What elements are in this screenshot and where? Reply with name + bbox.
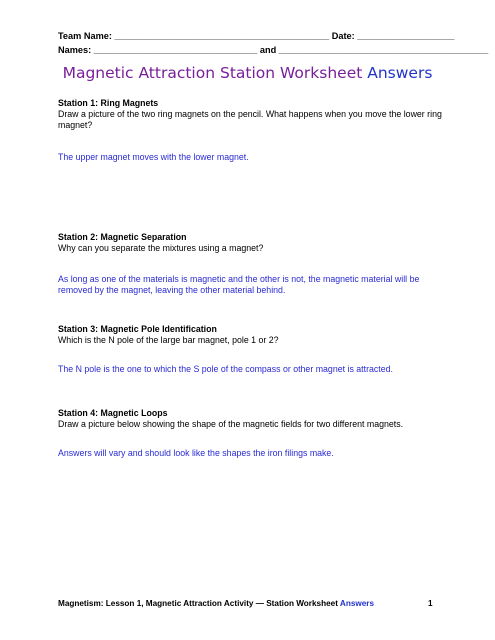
station-1 [58, 98, 443, 132]
names-blank-2: _________________________________________ [278, 45, 489, 55]
station-3-title: Station 3: Magnetic Pole Identification [58, 324, 217, 334]
header-names-row [58, 45, 488, 55]
title-main: Magnetic Attraction Station Worksheet [62, 64, 363, 82]
station-2-question: Why can you separate the mixtures using a magnet? [58, 243, 264, 254]
names-blank-1: ________________________________ [93, 45, 258, 55]
station-4-question: Draw a picture below showing the shape of the magnetic fields for two different magnets. [58, 419, 404, 430]
footer-answers: Answers [339, 599, 375, 608]
and-label: and [259, 45, 277, 55]
date-blank: ___________________ [357, 31, 455, 41]
station-1-question: Draw a picture of the two ring magnets on the pencil. What happens when you move the lower ring magnet? [58, 109, 442, 131]
date-label: Date: [331, 31, 355, 41]
team-name-blank: __________________________________________ [114, 31, 330, 41]
names-label: Names: [58, 45, 92, 55]
station-1-title: Station 1: Ring Magnets [58, 98, 159, 108]
team-name-label: Team Name: [58, 31, 112, 41]
footer-text: Magnetism: Lesson 1, Magnetic Attraction Activity — Station Worksheet [58, 599, 338, 608]
station-4-title: Station 4: Magnetic Loops [58, 408, 168, 418]
station-4-answer: Answers will vary and should look like the shapes the iron filings make. [58, 448, 334, 458]
station-4 [58, 408, 443, 430]
header-team-row [58, 31, 454, 41]
page-number: 1 [428, 599, 433, 608]
station-1-answer: The upper magnet moves with the lower magnet. [58, 152, 249, 162]
station-3-answer: The N pole is the one to which the S pole of the compass or other magnet is attracted. [58, 364, 393, 374]
station-2 [58, 232, 443, 254]
title-answers: Answers [367, 64, 433, 82]
station-2-answer: As long as one of the materials is magnetic and the other is not, the magnetic material will be removed by the magnet, leaving the other material behind. [58, 274, 420, 296]
page-title [0, 64, 495, 82]
station-3 [58, 324, 443, 346]
page-footer [58, 599, 374, 608]
station-3-question: Which is the N pole of the large bar magnet, pole 1 or 2? [58, 335, 279, 346]
station-2-title: Station 2: Magnetic Separation [58, 232, 187, 242]
